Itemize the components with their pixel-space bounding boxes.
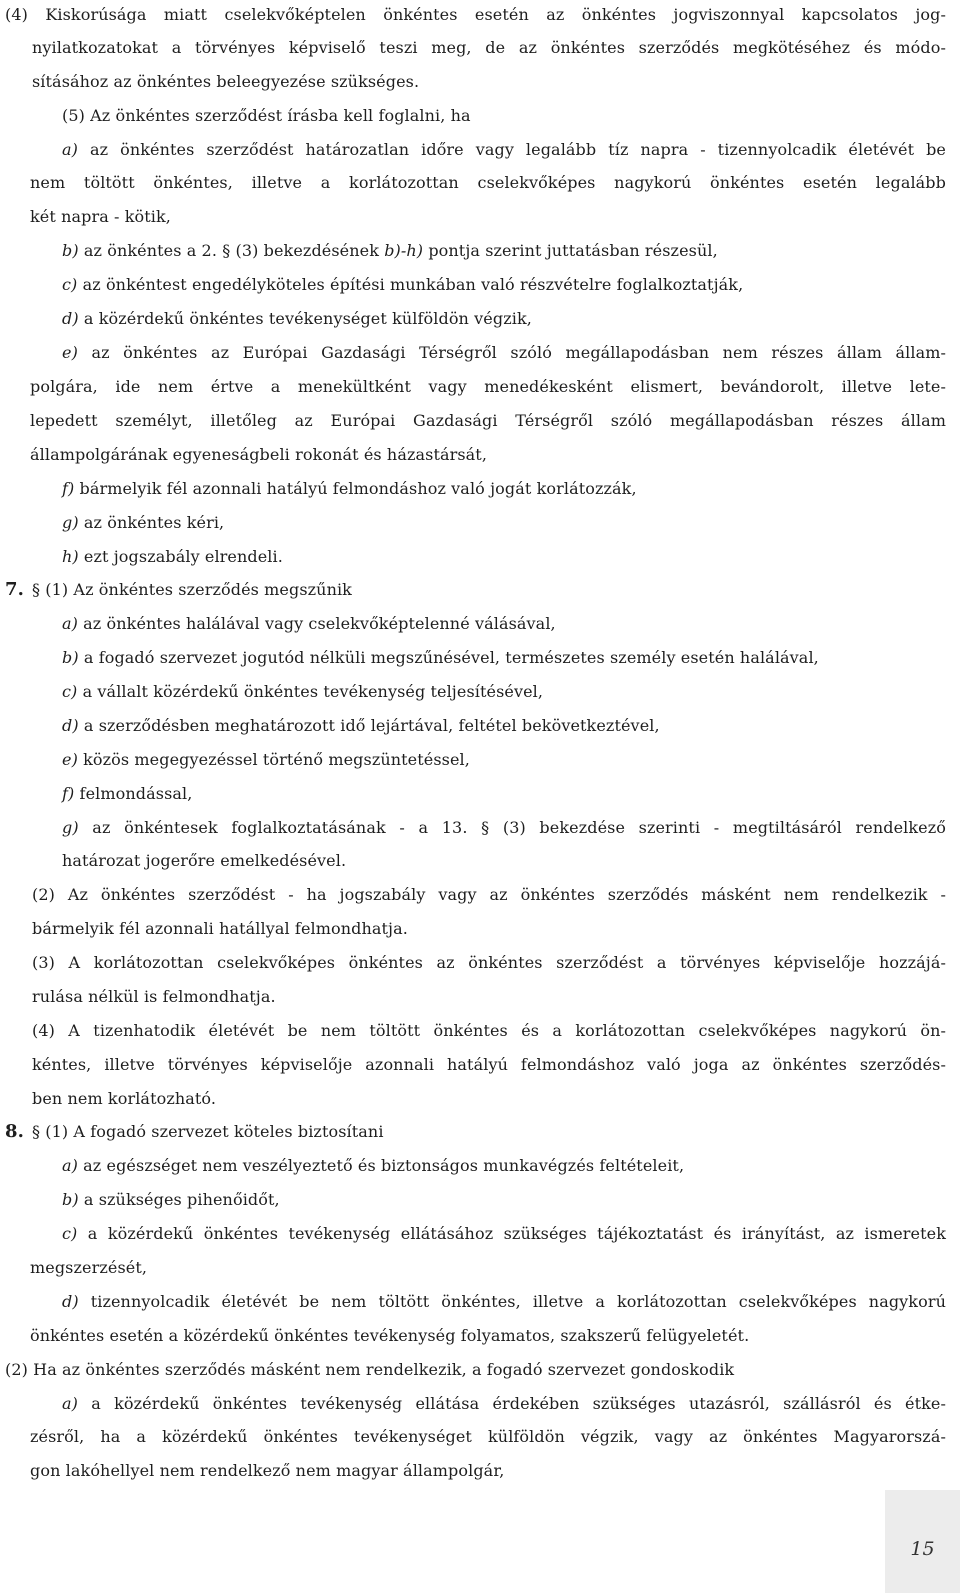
text-line: megszerzését, xyxy=(30,1258,148,1277)
list-item: d) tizennyolcadik életévét be nem töltött önkéntes, illetve a korlátozottan cselekvőképes nagykorú xyxy=(62,1292,946,1311)
section-heading: 8. § (1) A fogadó szervezet köteles biztosítani xyxy=(5,1121,384,1142)
list-item: a) az egészséget nem veszélyeztető és biztonságos munkavégzés feltételeit, xyxy=(62,1156,685,1175)
text-line: (3) A korlátozottan cselekvőképes önkéntes az önkéntes szerződést a törvényes képviselője hozzájá- xyxy=(32,953,946,972)
text-line: ben nem korlátozható. xyxy=(32,1089,217,1108)
text-line: lepedett személyt, illetőleg az Európai Gazdasági Térségről szóló megállapodásban részes állam xyxy=(30,411,946,430)
text-line: állampolgárának egyeneságbeli rokonát és házastársát, xyxy=(30,445,488,464)
list-item: h) ezt jogszabály elrendeli. xyxy=(62,547,283,566)
text-line: (4) Kiskorúsága miatt cselekvőképtelen önkéntes esetén az önkéntes jogviszonnyal kapcsolatos jog- xyxy=(5,5,946,24)
text-line: gon lakóhellyel nem rendelkező nem magyar állampolgár, xyxy=(30,1461,505,1480)
section-heading: 7. § (1) Az önkéntes szerződés megszűnik xyxy=(5,579,352,600)
text-line: önkéntes esetén a közérdekű önkéntes tevékenység folyamatos, szakszerű felügyeletét. xyxy=(30,1326,750,1345)
page-number-box xyxy=(885,1490,960,1593)
list-item: d) a közérdekű önkéntes tevékenységet külföldön végzik, xyxy=(62,309,532,328)
list-item: b) az önkéntes a 2. § (3) bekezdésének b)-h) pontja szerint juttatásban részesül, xyxy=(62,241,718,260)
list-item: g) az önkéntesek foglalkoztatásának - a 13. § (3) bekezdése szerinti - megtiltásáról rendelkező xyxy=(62,818,946,837)
list-item: f) felmondással, xyxy=(62,784,193,803)
text-line: sításához az önkéntes beleegyezése szükséges. xyxy=(32,72,420,91)
list-item: b) a fogadó szervezet jogutód nélküli megszűnésével, természetes személy esetén halálával, xyxy=(62,648,819,667)
list-item: c) a közérdekű önkéntes tevékenység ellátásához szükséges tájékoztatást és irányítást, az ismeretek xyxy=(62,1224,946,1243)
list-item: a) az önkéntes halálával vagy cselekvőképtelenné válásával, xyxy=(62,614,556,633)
list-item: c) az önkéntest engedélyköteles építési munkában való részvételre foglalkoztatják, xyxy=(62,275,744,294)
list-item: e) az önkéntes az Európai Gazdasági Térségről szóló megállapodásban nem részes állam állam- xyxy=(62,343,946,362)
text-line: polgára, ide nem értve a menekültként vagy menedékesként elismert, bevándorolt, illetve lete- xyxy=(30,377,946,396)
text-line: (5) Az önkéntes szerződést írásba kell foglalni, ha xyxy=(62,106,471,125)
list-item: g) az önkéntes kéri, xyxy=(62,513,225,532)
list-item: a) a közérdekű önkéntes tevékenység ellátása érdekében szükséges utazásról, szállásról és étke- xyxy=(62,1394,946,1413)
list-item: c) a vállalt közérdekű önkéntes tevékenység teljesítésével, xyxy=(62,682,544,701)
page-number: 15 xyxy=(910,1538,935,1560)
text-line: bármelyik fél azonnali hatállyal felmondhatja. xyxy=(32,919,408,938)
list-item: d) a szerződésben meghatározott idő lejártával, feltétel bekövetkeztével, xyxy=(62,716,660,735)
text-line: (2) Ha az önkéntes szerződés másként nem rendelkezik, a fogadó szervezet gondoskodik xyxy=(5,1360,735,1379)
list-item: a) az önkéntes szerződést határozatlan időre vagy legalább tíz napra - tizennyolcadik életévét be xyxy=(62,140,946,159)
text-line: (4) A tizenhatodik életévét be nem töltött önkéntes és a korlátozottan cselekvőképes nagykorú ön- xyxy=(32,1021,946,1040)
text-line: (2) Az önkéntes szerződést - ha jogszabály vagy az önkéntes szerződés másként nem rendelkezik - xyxy=(32,885,946,904)
text-line: nem töltött önkéntes, illetve a korlátozottan cselekvőképes nagykorú önkéntes esetén legalább xyxy=(30,173,946,192)
list-item: b) a szükséges pihenőidőt, xyxy=(62,1190,280,1209)
text-line: rulása nélkül is felmondhatja. xyxy=(32,987,276,1006)
text-line: két napra - kötik, xyxy=(30,207,171,226)
list-item: e) közös megegyezéssel történő megszüntetéssel, xyxy=(62,750,470,769)
text-line: határozat jogerőre emelkedésével. xyxy=(62,851,347,870)
list-item: f) bármelyik fél azonnali hatályú felmondáshoz való jogát korlátozzák, xyxy=(62,479,637,498)
text-line: nyilatkozatokat a törvényes képviselő teszi meg, de az önkéntes szerződés megkötéséhez és módo- xyxy=(32,38,946,57)
text-line: zésről, ha a közérdekű önkéntes tevékenységet külföldön végzik, vagy az önkéntes Magyarorszá- xyxy=(30,1427,946,1446)
text-line: kéntes, illetve törvényes képviselője azonnali hatályú felmondáshoz való joga az önkéntes szerződés- xyxy=(32,1055,946,1074)
